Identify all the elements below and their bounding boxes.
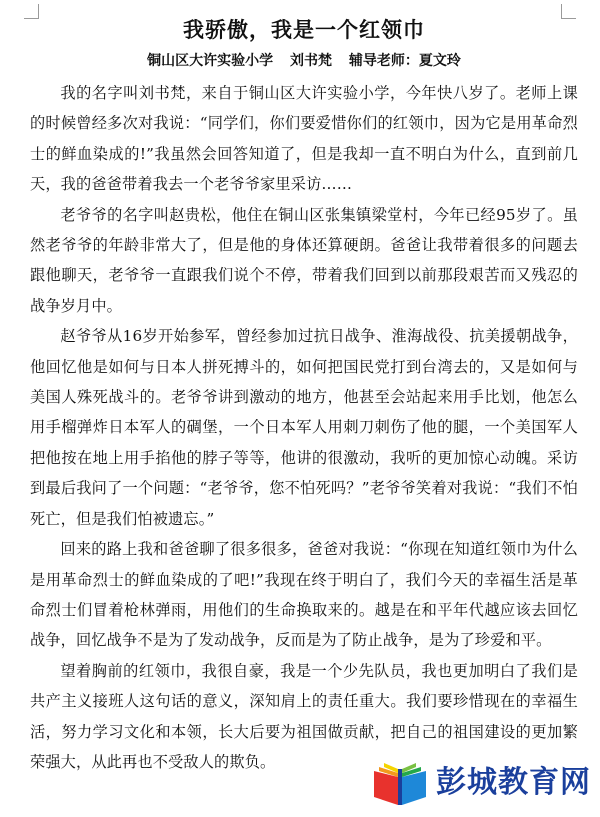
colorful-book-icon [370,757,430,809]
paragraph: 老爷爷的名字叫赵贵松，他住在铜山区张集镇梁堂村，今年已经95岁了。虽然老爷爷的年龄非常大了，但是他的身体还算硬朗。爸爸让我带着很多的问题去跟他聊天，老爷爷一直跟我们说个不停，带着我们回到以前那段艰苦而又残忍的战争岁月中。 [30,205,578,315]
document-body [30,14,578,777]
watermark-text: 彭城教育网 [436,765,591,800]
advisor-name: 辅导老师：夏文玲 [348,53,461,69]
paragraph: 我的名字叫刘书梵，来自于铜山区大许实验小学，今年快八岁了。老师上课的时候曾经多次对我说：“同学们，你们要爱惜你们的红领巾，因为它是用革命烈士的鲜血染成的!”我虽然会回答知道了，但是我却一直不明白为什么，直到前几天，我的爸爸带着我去一个老爷爷家里采访…… [30,84,578,194]
article-title: 我骄傲，我是一个红领巾 [183,18,425,42]
byline [30,46,578,76]
paragraph: 赵爷爷从16岁开始参军，曾经参加过抗日战争、淮海战役、抗美援朝战争，他回忆他是如何与日本人拼死搏斗的，如何把国民党打到台湾去的，又是如何与美国人殊死战斗的。老爷爷讲到激动的地方，他甚至会站起来用手比划，他怎么用手榴弹炸日本军人的碉堡，一个日本军人用刺刀刺伤了他的腿，一个美国军人把他按在地上用手掐他的脖子等等，他讲的很激动，我听的更加惊心动魄。采访到最后我问了一个问题：“老爷爷，您不怕死吗？”老爷爷笑着对我说：“我们不怕死亡，但是我们怕被遗忘。” [30,327,578,528]
paragraph: 回来的路上我和爸爸聊了很多很多，爸爸对我说：“你现在知道红领巾为什么是用革命烈士的鲜血染成的了吧!”我现在终于明白了，我们今天的幸福生活是革命烈士们冒着枪林弹雨，用他们的生命换取来的。越是在和平年代越应该去回忆战争，回忆战争不是为了发动战争，反而是为了防止战争，是为了珍爱和平。 [30,540,578,650]
watermark-logo [370,757,590,809]
paragraph: 望着胸前的红领巾，我很自豪，我是一个少先队员，我也更加明白了我们是共产主义接班人这句话的意义，深知肩上的责任重大。我们要珍惜现在的幸福生活，努力学习文化和本领，长大后要为祖国做贡献，把自己的祖国建设的更加繁荣强大，从此再也不受敌人的欺负。 [30,661,578,771]
school-name: 铜山区大许实验小学 [147,53,274,69]
author-name: 刘书梵 [290,53,332,69]
